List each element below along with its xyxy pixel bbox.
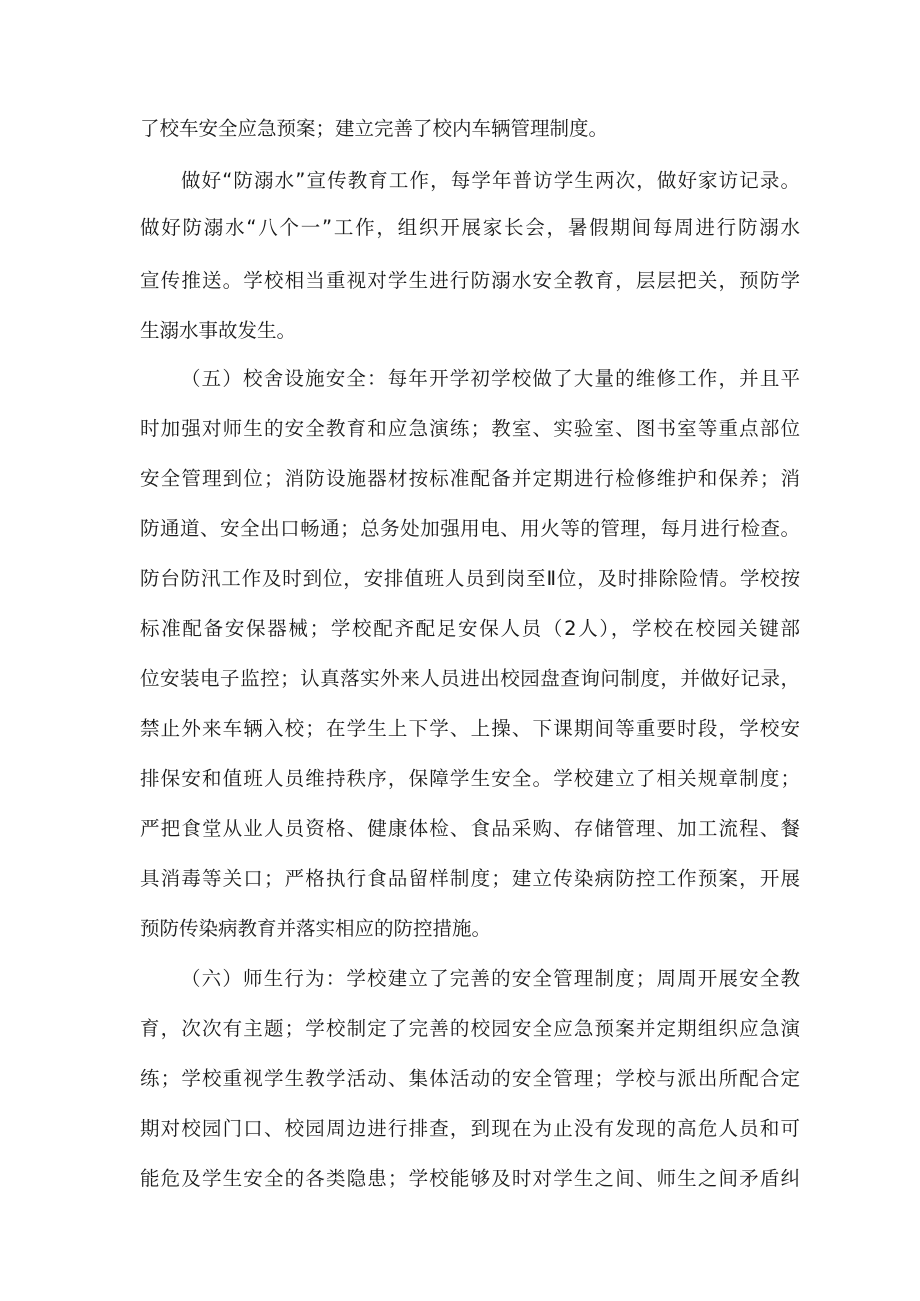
paragraph-facilities-line-9: 排保安和值班人员维持秩序，保障学生安全。学校建立了相关规章制度； [140,767,800,790]
paragraph-drowning-line-2: 做好防溺水“八个一”工作，组织开展家长会，暑假期间每周进行防溺水 [140,216,800,239]
paragraph-behavior-line-3: 练；学校重视学生教学活动、集体活动的安全管理；学校与派出所配合定 [140,1067,800,1090]
paragraph-facilities-line-6: 标准配备安保器械；学校配齐配足安保人员（2人），学校在校园关键部 [140,617,800,640]
paragraph-facilities-line-8: 禁止外来车辆入校；在学生上下学、上操、下课期间等重要时段，学校安 [140,717,800,740]
paragraph-facilities-line-2: 时加强对师生的安全教育和应急演练；教室、实验室、图书室等重点部位 [140,417,800,440]
paragraph-drowning-line-1: 做好“防溺水”宣传教育工作，每学年普访学生两次，做好家访记录。 [181,169,800,192]
paragraph-facilities-line-3: 安全管理到位；消防设施器材按标准配备并定期进行检修维护和保养；消 [140,467,800,490]
paragraph-drowning-line-3: 宣传推送。学校相当重视对学生进行防溺水安全教育，层层把关，预防学 [140,269,800,292]
paragraph-facilities-line-7: 位安装电子监控；认真落实外来人员进出校园盘查询问制度，并做好记录， [140,667,800,690]
paragraph-facilities-line-1: （五）校舍设施安全：每年开学初学校做了大量的维修工作，并且平 [181,367,800,390]
paragraph-facilities-line-12: 预防传染病教育并落实相应的防控措施。 [140,917,492,940]
paragraph-bus-line-1: 了校车安全应急预案；建立完善了校内车辆管理制度。 [140,117,609,140]
paragraph-behavior-line-4: 期对校园门口、校园周边进行排查，到现在为止没有发现的高危人员和可 [140,1117,800,1140]
paragraph-facilities-line-5: 防台防汛工作及时到位，安排值班人员到岗至Ⅱ位，及时排除险情。学校按 [140,567,800,590]
paragraph-facilities-line-11: 具消毒等关口；严格执行食品留样制度；建立传染病防控工作预案，开展 [140,867,800,890]
paragraph-behavior-line-1: （六）师生行为：学校建立了完善的安全管理制度；周周开展安全教 [181,967,800,990]
paragraph-behavior-line-5: 能危及学生安全的各类隐患；学校能够及时对学生之间、师生之间矛盾纠 [140,1167,800,1190]
paragraph-facilities-line-4: 防通道、安全出口畅通；总务处加强用电、用火等的管理，每月进行检查。 [140,517,800,540]
paragraph-facilities-line-10: 严把食堂从业人员资格、健康体检、食品采购、存储管理、加工流程、餐 [140,817,800,840]
paragraph-behavior-line-2: 育，次次有主题；学校制定了完善的校园安全应急预案并定期组织应急演 [140,1017,800,1040]
paragraph-drowning-line-4: 生溺水事故发生。 [140,319,297,342]
